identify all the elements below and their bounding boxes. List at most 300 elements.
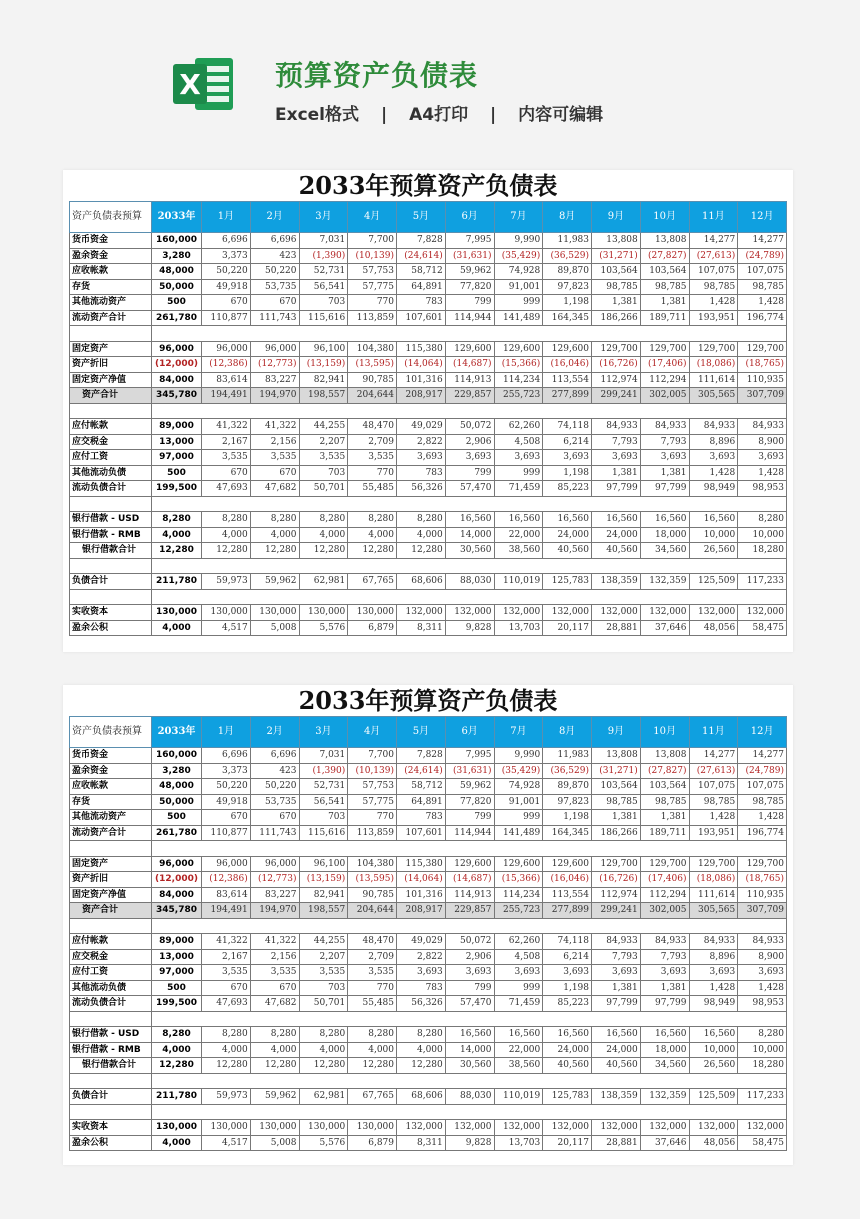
table-row	[70, 996, 787, 1012]
base-value-cell: 12,280	[152, 543, 202, 559]
table-row	[70, 779, 787, 795]
month-value-cell: 96,100	[299, 341, 348, 357]
table-row	[70, 903, 787, 919]
blank-row	[70, 1011, 787, 1027]
base-value-cell: 13,000	[152, 949, 202, 965]
base-value-cell: 8,280	[152, 512, 202, 528]
base-value-cell: 211,780	[152, 574, 202, 590]
month-value-cell: 113,554	[543, 887, 592, 903]
month-value-cell: 5,008	[250, 620, 299, 636]
base-value-cell: 50,000	[152, 279, 202, 295]
base-value-cell: 84,000	[152, 372, 202, 388]
month-value-cell: 129,700	[738, 856, 787, 872]
month-value-cell: (18,765)	[738, 357, 787, 373]
month-value-cell: 7,700	[348, 233, 397, 249]
month-value-cell: 50,701	[299, 996, 348, 1012]
month-value-cell: 113,859	[348, 310, 397, 326]
month-value-cell: 6,696	[250, 233, 299, 249]
table-row	[70, 527, 787, 543]
month-value-cell: 13,808	[640, 748, 689, 764]
header-row	[70, 202, 787, 233]
month-value-cell: 26,560	[689, 1058, 738, 1074]
month-value-cell: 83,227	[250, 372, 299, 388]
row-label: 资产合计	[70, 388, 152, 404]
month-value-cell: 6,696	[202, 748, 251, 764]
month-value-cell: 12,280	[299, 543, 348, 559]
month-value-cell: 194,970	[250, 388, 299, 404]
month-value-cell: 1,198	[543, 465, 592, 481]
blank-cell	[152, 403, 787, 419]
month-value-cell: 7,793	[592, 434, 641, 450]
month-value-cell: 2,906	[445, 949, 494, 965]
month-value-cell: 114,944	[445, 310, 494, 326]
month-value-cell: 10,000	[689, 1042, 738, 1058]
month-value-cell: 38,560	[494, 543, 543, 559]
month-value-cell: 47,682	[250, 481, 299, 497]
month-value-cell: 129,600	[445, 856, 494, 872]
month-value-cell: 68,606	[397, 1089, 446, 1105]
row-label: 盈余公积	[70, 1135, 152, 1151]
row-label: 银行借款合计	[70, 1058, 152, 1074]
table-row	[70, 574, 787, 590]
month-value-cell: 107,075	[738, 779, 787, 795]
month-value-cell: 208,917	[397, 388, 446, 404]
month-value-cell: 12,280	[397, 543, 446, 559]
row-label: 盈余资金	[70, 248, 152, 264]
month-value-cell: 12,280	[397, 1058, 446, 1074]
month-value-cell: 62,981	[299, 574, 348, 590]
table-row	[70, 1089, 787, 1105]
month-value-cell: 41,322	[250, 419, 299, 435]
month-value-cell: 83,227	[250, 887, 299, 903]
year-header: 2033年	[152, 202, 202, 233]
month-value-cell: 57,753	[348, 779, 397, 795]
month-value-cell: 84,933	[738, 934, 787, 950]
month-value-cell: 7,995	[445, 233, 494, 249]
month-value-cell: 2,167	[202, 434, 251, 450]
row-label: 货币资金	[70, 233, 152, 249]
table-row	[70, 295, 787, 311]
month-value-cell: 111,743	[250, 310, 299, 326]
month-value-cell: 28,881	[592, 620, 641, 636]
month-value-cell: 37,646	[640, 1135, 689, 1151]
month-value-cell: (31,631)	[445, 763, 494, 779]
month-value-cell: 16,560	[640, 512, 689, 528]
blank-cell	[152, 496, 787, 512]
month-value-cell: 189,711	[640, 825, 689, 841]
month-value-cell: 7,793	[592, 949, 641, 965]
corner-header: 资产负债表预算	[70, 202, 152, 233]
base-value-cell: 48,000	[152, 264, 202, 280]
month-value-cell: 8,896	[689, 949, 738, 965]
month-value-cell: 204,644	[348, 388, 397, 404]
month-value-cell: 5,576	[299, 1135, 348, 1151]
blank-row	[70, 1073, 787, 1089]
month-value-cell: 97,799	[592, 481, 641, 497]
month-value-cell: 9,990	[494, 233, 543, 249]
month-value-cell: 129,600	[494, 856, 543, 872]
month-value-cell: 5,008	[250, 1135, 299, 1151]
row-label: 流动资产合计	[70, 310, 152, 326]
month-value-cell: 98,785	[592, 279, 641, 295]
month-value-cell: 98,785	[689, 794, 738, 810]
month-value-cell: 24,000	[592, 527, 641, 543]
month-value-cell: 96,000	[250, 856, 299, 872]
month-value-cell: 97,799	[640, 481, 689, 497]
subtitle-print: A4打印	[409, 105, 469, 125]
month-value-cell: 103,564	[592, 264, 641, 280]
month-header: 7月	[494, 202, 543, 233]
table-row	[70, 1042, 787, 1058]
month-value-cell: (31,271)	[592, 763, 641, 779]
month-value-cell: 4,000	[250, 1042, 299, 1058]
month-value-cell: 125,783	[543, 1089, 592, 1105]
page-title: 预算资产负债表	[275, 59, 479, 92]
month-value-cell: 8,280	[397, 512, 446, 528]
month-value-cell: 59,962	[445, 264, 494, 280]
month-value-cell: 14,000	[445, 527, 494, 543]
month-value-cell: 117,233	[738, 574, 787, 590]
month-value-cell: 8,280	[202, 512, 251, 528]
month-value-cell: 130,000	[250, 605, 299, 621]
month-value-cell: 103,564	[640, 779, 689, 795]
month-value-cell: 194,491	[202, 388, 251, 404]
month-header: 8月	[543, 202, 592, 233]
base-value-cell: 500	[152, 295, 202, 311]
month-value-cell: 13,808	[592, 748, 641, 764]
month-value-cell: 4,000	[299, 1042, 348, 1058]
row-label: 负债合计	[70, 574, 152, 590]
month-value-cell: 115,616	[299, 825, 348, 841]
month-value-cell: 16,560	[689, 1027, 738, 1043]
month-value-cell: 1,381	[640, 980, 689, 996]
month-value-cell: 9,828	[445, 620, 494, 636]
row-label: 固定资产	[70, 856, 152, 872]
subtitle-format: Excel格式	[275, 105, 360, 125]
month-value-cell: 703	[299, 810, 348, 826]
month-value-cell: 4,000	[250, 527, 299, 543]
month-value-cell: 7,828	[397, 748, 446, 764]
table-row	[70, 605, 787, 621]
month-value-cell: 52,731	[299, 264, 348, 280]
month-value-cell: 84,933	[689, 419, 738, 435]
row-label: 应收帐款	[70, 264, 152, 280]
month-value-cell: 132,000	[738, 605, 787, 621]
month-value-cell: 98,785	[689, 279, 738, 295]
table-row	[70, 543, 787, 559]
month-value-cell: 6,879	[348, 1135, 397, 1151]
blank-row	[70, 918, 787, 934]
month-value-cell: 103,564	[592, 779, 641, 795]
month-value-cell: 114,913	[445, 887, 494, 903]
table-row	[70, 856, 787, 872]
table-row	[70, 620, 787, 636]
month-value-cell: 18,000	[640, 527, 689, 543]
month-value-cell: 16,560	[543, 512, 592, 528]
month-value-cell: 4,517	[202, 620, 251, 636]
month-value-cell: 3,693	[592, 450, 641, 466]
month-value-cell: (31,271)	[592, 248, 641, 264]
month-value-cell: 96,000	[250, 341, 299, 357]
month-value-cell: 24,000	[592, 1042, 641, 1058]
month-value-cell: 299,241	[592, 903, 641, 919]
month-value-cell: (31,631)	[445, 248, 494, 264]
month-value-cell: 44,255	[299, 419, 348, 435]
month-value-cell: 12,280	[202, 543, 251, 559]
month-value-cell: 130,000	[250, 1120, 299, 1136]
month-value-cell: 57,775	[348, 279, 397, 295]
month-value-cell: 423	[250, 763, 299, 779]
month-value-cell: 115,616	[299, 310, 348, 326]
month-value-cell: (1,390)	[299, 248, 348, 264]
row-label: 其他流动资产	[70, 295, 152, 311]
table-row	[70, 949, 787, 965]
month-value-cell: 129,700	[689, 341, 738, 357]
month-value-cell: 91,001	[494, 279, 543, 295]
month-value-cell: 1,381	[640, 295, 689, 311]
month-value-cell: 20,117	[543, 620, 592, 636]
table-row	[70, 810, 787, 826]
month-value-cell: 11,983	[543, 233, 592, 249]
row-label: 存货	[70, 279, 152, 295]
table-row	[70, 388, 787, 404]
month-value-cell: 1,198	[543, 980, 592, 996]
month-value-cell: (16,726)	[592, 357, 641, 373]
base-value-cell: 211,780	[152, 1089, 202, 1105]
month-value-cell: 110,935	[738, 887, 787, 903]
month-value-cell: 3,535	[299, 965, 348, 981]
month-value-cell: 4,000	[397, 1042, 446, 1058]
table-row	[70, 434, 787, 450]
month-value-cell: 770	[348, 295, 397, 311]
blank-cell	[152, 1011, 787, 1027]
month-value-cell: (12,773)	[250, 357, 299, 373]
month-value-cell: 98,949	[689, 996, 738, 1012]
base-value-cell: 160,000	[152, 748, 202, 764]
month-value-cell: 101,316	[397, 887, 446, 903]
month-value-cell: 7,828	[397, 233, 446, 249]
month-value-cell: 16,560	[494, 1027, 543, 1043]
month-value-cell: 22,000	[494, 527, 543, 543]
month-value-cell: 2,167	[202, 949, 251, 965]
base-value-cell: 97,000	[152, 965, 202, 981]
month-value-cell: 132,000	[445, 1120, 494, 1136]
month-value-cell: 783	[397, 980, 446, 996]
month-value-cell: 130,000	[348, 605, 397, 621]
row-label: 实收资本	[70, 605, 152, 621]
month-value-cell: 4,517	[202, 1135, 251, 1151]
table-row	[70, 872, 787, 888]
month-value-cell: 10,000	[738, 527, 787, 543]
month-value-cell: 3,693	[445, 965, 494, 981]
blank-cell	[70, 403, 152, 419]
month-header: 4月	[348, 717, 397, 748]
month-value-cell: 4,508	[494, 949, 543, 965]
month-value-cell: 18,280	[738, 543, 787, 559]
month-value-cell: (16,726)	[592, 872, 641, 888]
month-value-cell: 5,576	[299, 620, 348, 636]
month-value-cell: 132,000	[592, 1120, 641, 1136]
month-value-cell: 770	[348, 810, 397, 826]
month-value-cell: 3,535	[202, 450, 251, 466]
month-value-cell: 670	[202, 295, 251, 311]
month-value-cell: 56,541	[299, 794, 348, 810]
month-value-cell: 114,913	[445, 372, 494, 388]
base-value-cell: 261,780	[152, 310, 202, 326]
month-value-cell: (27,827)	[640, 248, 689, 264]
blank-cell	[70, 1011, 152, 1027]
month-header: 6月	[445, 717, 494, 748]
row-label: 应收帐款	[70, 779, 152, 795]
month-value-cell: 6,214	[543, 949, 592, 965]
month-value-cell: (18,765)	[738, 872, 787, 888]
month-value-cell: 130,000	[299, 1120, 348, 1136]
month-value-cell: 3,693	[689, 450, 738, 466]
month-value-cell: 12,280	[348, 1058, 397, 1074]
month-value-cell: 129,700	[640, 341, 689, 357]
table-row	[70, 887, 787, 903]
month-value-cell: 56,326	[397, 996, 446, 1012]
month-value-cell: 783	[397, 465, 446, 481]
month-value-cell: 111,614	[689, 887, 738, 903]
month-value-cell: 28,881	[592, 1135, 641, 1151]
row-label: 流动负债合计	[70, 996, 152, 1012]
month-value-cell: 44,255	[299, 934, 348, 950]
row-label: 应交税金	[70, 949, 152, 965]
month-value-cell: 53,735	[250, 279, 299, 295]
month-value-cell: 1,428	[689, 295, 738, 311]
base-value-cell: 96,000	[152, 341, 202, 357]
row-label: 其他流动负债	[70, 465, 152, 481]
month-value-cell: 64,891	[397, 279, 446, 295]
month-value-cell: (14,687)	[445, 357, 494, 373]
table-row	[70, 357, 787, 373]
month-value-cell: 129,700	[640, 856, 689, 872]
month-value-cell: 8,280	[250, 1027, 299, 1043]
month-header: 10月	[640, 202, 689, 233]
table-row	[70, 1027, 787, 1043]
month-value-cell: 77,820	[445, 279, 494, 295]
month-value-cell: 3,693	[640, 965, 689, 981]
month-value-cell: 38,560	[494, 1058, 543, 1074]
base-value-cell: 199,500	[152, 996, 202, 1012]
month-value-cell: 138,359	[592, 574, 641, 590]
month-value-cell: 164,345	[543, 825, 592, 841]
base-value-cell: 345,780	[152, 903, 202, 919]
blank-cell	[70, 589, 152, 605]
row-label: 盈余资金	[70, 763, 152, 779]
month-header: 7月	[494, 717, 543, 748]
month-value-cell: (24,789)	[738, 763, 787, 779]
month-value-cell: 90,785	[348, 887, 397, 903]
month-value-cell: 1,198	[543, 810, 592, 826]
month-value-cell: 58,475	[738, 1135, 787, 1151]
month-value-cell: 129,600	[543, 856, 592, 872]
month-value-cell: 208,917	[397, 903, 446, 919]
month-value-cell: 307,709	[738, 388, 787, 404]
month-value-cell: 138,359	[592, 1089, 641, 1105]
month-value-cell: 3,693	[494, 450, 543, 466]
month-value-cell: 98,953	[738, 481, 787, 497]
row-label: 应付工资	[70, 450, 152, 466]
table-row	[70, 934, 787, 950]
row-label: 盈余公积	[70, 620, 152, 636]
base-value-cell: 500	[152, 980, 202, 996]
month-value-cell: 770	[348, 980, 397, 996]
month-value-cell: (13,159)	[299, 357, 348, 373]
month-value-cell: 48,470	[348, 934, 397, 950]
month-value-cell: 84,933	[640, 934, 689, 950]
month-value-cell: 16,560	[592, 1027, 641, 1043]
month-value-cell: 130,000	[348, 1120, 397, 1136]
month-value-cell: 40,560	[592, 1058, 641, 1074]
base-value-cell: 48,000	[152, 779, 202, 795]
month-value-cell: 98,785	[640, 794, 689, 810]
month-value-cell: 12,280	[299, 1058, 348, 1074]
month-value-cell: 194,970	[250, 903, 299, 919]
month-value-cell: 670	[202, 980, 251, 996]
table-row	[70, 233, 787, 249]
month-value-cell: 13,703	[494, 620, 543, 636]
blank-cell	[70, 558, 152, 574]
row-label: 固定资产净值	[70, 887, 152, 903]
month-value-cell: 141,489	[494, 825, 543, 841]
month-value-cell: 16,560	[445, 1027, 494, 1043]
month-value-cell: 107,601	[397, 310, 446, 326]
month-value-cell: 8,280	[202, 1027, 251, 1043]
month-value-cell: 3,693	[738, 450, 787, 466]
month-value-cell: 41,322	[202, 419, 251, 435]
subtitle-separator: |	[490, 105, 497, 125]
month-value-cell: 12,280	[348, 543, 397, 559]
month-value-cell: 84,933	[689, 934, 738, 950]
month-value-cell: 112,294	[640, 372, 689, 388]
month-header: 8月	[543, 717, 592, 748]
month-value-cell: 40,560	[592, 543, 641, 559]
month-value-cell: 132,000	[445, 605, 494, 621]
month-value-cell: 3,535	[299, 450, 348, 466]
month-value-cell: 98,785	[738, 794, 787, 810]
month-value-cell: 132,000	[543, 605, 592, 621]
month-value-cell: 57,753	[348, 264, 397, 280]
month-value-cell: (27,613)	[689, 763, 738, 779]
month-value-cell: 98,785	[640, 279, 689, 295]
row-label: 应付帐款	[70, 934, 152, 950]
month-value-cell: 3,535	[250, 450, 299, 466]
month-value-cell: 132,000	[640, 605, 689, 621]
month-value-cell: (15,366)	[494, 872, 543, 888]
month-value-cell: 3,535	[348, 965, 397, 981]
base-value-cell: 8,280	[152, 1027, 202, 1043]
month-value-cell: 229,857	[445, 388, 494, 404]
month-value-cell: 4,000	[202, 527, 251, 543]
month-value-cell: 703	[299, 980, 348, 996]
month-value-cell: 111,743	[250, 825, 299, 841]
month-value-cell: (12,386)	[202, 872, 251, 888]
month-value-cell: 89,870	[543, 264, 592, 280]
month-value-cell: 799	[445, 810, 494, 826]
month-value-cell: 7,031	[299, 233, 348, 249]
sheet-title: 2033年预算资产负债表	[298, 686, 558, 715]
month-value-cell: 96,000	[202, 341, 251, 357]
month-value-cell: (16,046)	[543, 872, 592, 888]
month-value-cell: (14,687)	[445, 872, 494, 888]
month-value-cell: 3,373	[202, 248, 251, 264]
table-row	[70, 1135, 787, 1151]
month-value-cell: 8,280	[397, 1027, 446, 1043]
format-subtitle	[275, 100, 603, 125]
month-value-cell: 3,535	[348, 450, 397, 466]
